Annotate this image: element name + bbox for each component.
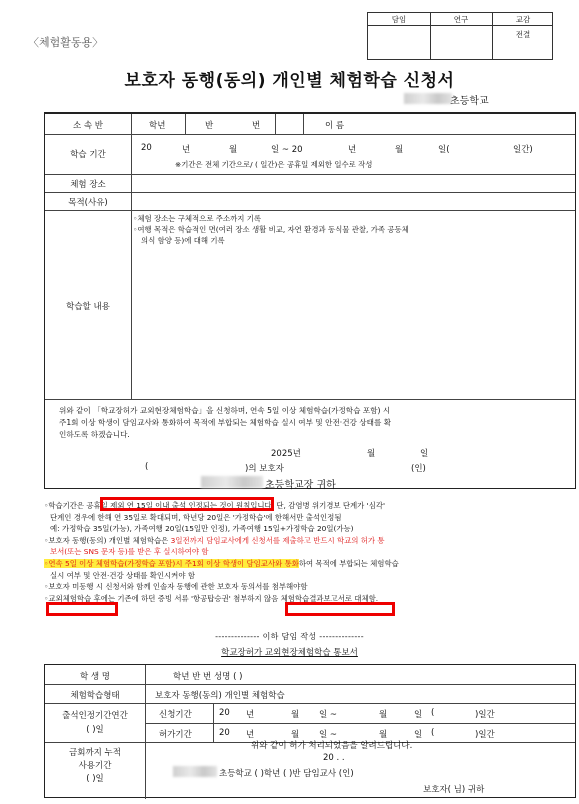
place-label: 체험 장소 [70, 180, 106, 190]
allow-row-month-2: 월 [379, 730, 388, 740]
period-month-2: 월 [395, 145, 404, 155]
period-year-1: 20 [141, 143, 152, 153]
period-label: 학습 기간 [70, 150, 106, 160]
activity-tag: 〈체험활동용〉 [28, 36, 104, 49]
note-2: 단계인 경우에 한해 연 35일로 확대되며, 학년당 20일은 '가정학습'에 한해서만 출석인정됨 [50, 512, 342, 522]
cumulative-label: 금회까지 누적 [69, 748, 121, 758]
redacted-school-name-2 [201, 476, 263, 488]
redacted-school-name [404, 93, 452, 104]
purpose-label: 목적(사유) [68, 198, 108, 208]
belong-label: 소 속 반 [72, 121, 104, 131]
application-year: 2025년 [271, 449, 301, 459]
notice-table [44, 664, 576, 798]
apply-row-year: 20 [219, 708, 230, 718]
teacher-section-separator: -------------- 이하 담임 작성 -------------- [215, 632, 364, 641]
note-6-highlight: ◦연속 5일 이상 체험학습(가정학습 포함)시 주1회 이상 학생이 담임교사와 통화 [44, 558, 299, 568]
apply-row-days: )일간 [475, 710, 495, 720]
guardian-seal: (인) [411, 464, 426, 474]
note-9-emphasis: '항공탑승권' 첨부하지 않음 [190, 593, 279, 603]
period-month-1: 월 [229, 145, 238, 155]
period-note: ※기간은 전체 기간으로/ ( 일간)은 공휴일 제외한 일수로 작성 [175, 160, 373, 169]
apply-text-1: 위와 같이 「학교장허가 교외현장체험학습」을 신청하며, 연속 5일 이상 체험학습(가정학습 포함) 시 [59, 406, 391, 415]
allow-period-label: 허가기간 [159, 730, 192, 740]
note-1-end: 되는 것이 원칙입니다. 단, 감염병 위기경보 단계가 '심각' [202, 501, 386, 510]
note-7: 실시 여부 및 안전·건강 상태를 확인시켜야 함 [50, 570, 195, 580]
grade-label: 학년 [149, 121, 166, 131]
cumulative-days: ( )일 [86, 774, 104, 784]
note-3: 예: 가정학습 35일(가능), 가족여행 20일(15일만 인정), 가족여행 15일+가정학습 20일(가능) [50, 524, 354, 534]
allow-row-year: 20 [219, 728, 230, 738]
note-9-mid: 후에는 기존에 하던 증빙 서류 [91, 593, 191, 603]
period-days: 일간) [513, 145, 533, 155]
content-note-1: ◦체험 장소는 구체적으로 주소까지 기록 [133, 214, 261, 223]
result-guardian-line: 보호자( 님) 귀하 [423, 785, 485, 795]
note-8: ◦보호자 미동행 시 신청서와 함께 인솔자 동행에 관한 보호자 동의서를 첨부해야함 [44, 582, 308, 592]
attendance-label: 출석인정기간연간 [62, 711, 128, 721]
guardian-open-paren: ( [145, 462, 149, 472]
period-nyeon-1: 년 [182, 145, 191, 155]
result-statement: 위와 같이 허가 처리되었음을 알려드립니다. [251, 741, 413, 751]
note-6-end: 하여 목적에 부합되는 체험학습 [298, 558, 399, 568]
allow-row-day: 일 ~ [319, 730, 338, 740]
application-month: 월 [367, 449, 376, 459]
approval-stamp: 전결 [515, 30, 531, 39]
notes-section [44, 500, 576, 604]
number-label: 번 [252, 121, 261, 131]
note-1-start: ◦학습기간은 [44, 501, 87, 510]
school-name-suffix: 초등학교 [450, 96, 489, 107]
annotation-box-15days [100, 497, 274, 511]
apply-row-month-2: 월 [379, 710, 388, 720]
name-label: 이 름 [325, 121, 345, 131]
approval-header-vice-principal: 교감 [515, 15, 531, 24]
application-day: 일 [420, 449, 429, 459]
apply-text-3: 인하도록 하겠습니다. [59, 430, 130, 439]
notice-title: 학교장허가 교외현장체험학습 통보서 [221, 648, 358, 658]
allow-row-days: )일간 [475, 730, 495, 740]
student-label: 학 생 명 [79, 672, 111, 682]
apply-text-2: 주1회 이상 학생이 담임교사와 통화하여 목적에 부합되는 체험학습 실시 여부 및 안전·건강 상태를 확 [59, 418, 392, 427]
cumulative-label-2: 사용기간 [78, 761, 112, 771]
approval-header-homeroom: 담임 [391, 15, 407, 24]
note-1-emphasis: 공휴일 제외 연 15일 이내 출석 인정 [86, 501, 203, 510]
note-4-start: ◦보호자 동행(동의) 개인별 체험학습은 [44, 535, 171, 545]
period-day-2: 일( [438, 145, 450, 155]
allow-row-day-2: 일 [414, 730, 423, 740]
content-note-2: ◦여행 목적은 학습적인 면(여러 장소 생활 비교, 자연 환경과 동식물 관찰, 가족 공동체 [133, 225, 409, 234]
result-school-line: 초등학교 ( )학년 ( )반 담임교사 (인) [219, 769, 354, 779]
content-label: 학습할 내용 [66, 302, 110, 312]
apply-row-day: 일 ~ [319, 710, 338, 720]
period-nyeon-2: 년 [348, 145, 357, 155]
period-day-tilde: 일 ~ 20 [271, 145, 303, 155]
apply-row-paren: ( [431, 708, 435, 718]
principal-addressee: 초등학교장 귀하 [265, 480, 336, 491]
annotation-box-field-trip [46, 602, 118, 616]
note-9-end: 체험학습결과보고서로 대체함. [278, 593, 379, 603]
type-label: 체험학습형태 [70, 691, 120, 701]
student-value: 학년 반 번 성명 ( ) [173, 672, 243, 682]
allow-row-paren: ( [431, 728, 435, 738]
application-table [44, 112, 576, 489]
result-date: 20 . . [323, 753, 345, 763]
content-note-3: 의식 함양 등)에 대해 기록 [141, 236, 225, 245]
document-title: 보호자 동행(동의) 개인별 체험학습 신청서 [124, 71, 455, 91]
note-9-start: ◦교외체험학습 [44, 593, 92, 603]
approval-header-research: 연구 [453, 15, 469, 24]
allow-row-month: 월 [291, 730, 300, 740]
guardian-label: )의 보호자 [245, 464, 284, 474]
allow-row-nyeon: 년 [246, 730, 255, 740]
apply-period-label: 신청기간 [159, 710, 192, 720]
note-5: 보서(또는 SNS 문자 등)를 받은 후 실시하여야 함 [50, 547, 209, 557]
apply-row-nyeon: 년 [246, 710, 255, 720]
note-4-deadline: 3일전까지 담임교사에게 신청서를 제출하고 반드시 학교의 허가 통 [170, 535, 385, 545]
apply-row-day-2: 일 [414, 710, 423, 720]
type-value: 보호자 동행(동의) 개인별 체험학습 [155, 691, 285, 701]
class-label: 반 [205, 121, 214, 131]
apply-row-month: 월 [291, 710, 300, 720]
redacted-school-name-3 [173, 766, 217, 777]
approval-box [367, 12, 553, 60]
annotation-box-boarding-pass [285, 602, 395, 616]
attendance-days: ( )일 [86, 725, 104, 735]
